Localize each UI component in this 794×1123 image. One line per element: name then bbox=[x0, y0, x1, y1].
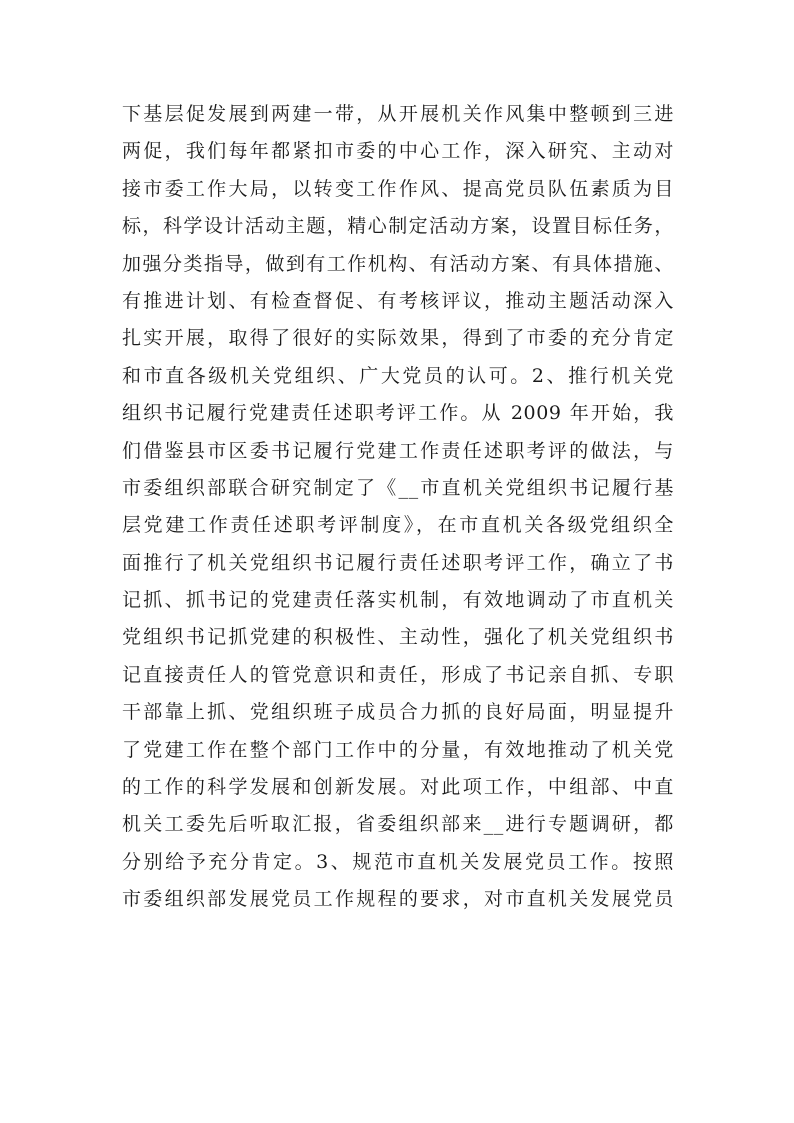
text-line-13: 面推行了机关党组织书记履行责任述职考评工作，确立了书 bbox=[122, 551, 674, 574]
text-line-1: 下基层促发展到两建一带，从开展机关作风集中整顿到三进 bbox=[122, 103, 674, 125]
body-paragraph bbox=[122, 96, 674, 919]
text-line-18: 了党建工作在整个部门工作中的分量，有效地推动了机关党 bbox=[122, 738, 674, 761]
text-line-7: 扎实开展，取得了很好的实际效果，得到了市委的充分肯定 bbox=[122, 327, 674, 350]
text-line-15: 党组织书记抓党建的积极性、主动性，强化了机关党组织书 bbox=[122, 626, 674, 649]
text-line-17: 干部靠上抓、党组织班子成员合力抓的良好局面，明显提升 bbox=[122, 701, 674, 724]
text-line-4: 标，科学设计活动主题，精心制定活动方案，设置目标任务， bbox=[122, 215, 674, 238]
text-line-6: 有推进计划、有检查督促、有考核评议，推动主题活动深入 bbox=[122, 289, 674, 312]
text-line-3: 接市委工作大局，以转变工作作风、提高党员队伍素质为目 bbox=[122, 177, 674, 200]
text-line-5: 加强分类指导，做到有工作机构、有活动方案、有具体措施、 bbox=[122, 252, 674, 275]
text-line-9: 组织书记履行党建责任述职考评工作。从 2009 年开始，我 bbox=[122, 402, 674, 425]
text-line-2: 两促，我们每年都紧扣市委的中心工作，深入研究、主动对 bbox=[122, 140, 674, 163]
text-line-22: 市委组织部发展党员工作规程的要求，对市直机关发展党员 bbox=[122, 888, 674, 911]
text-line-14: 记抓、抓书记的党建责任落实机制，有效地调动了市直机关 bbox=[122, 589, 674, 612]
text-line-20: 机关工委先后听取汇报，省委组织部来__进行专题调研，都 bbox=[122, 813, 674, 836]
text-line-10: 们借鉴县市区委书记履行党建工作责任述职考评的做法，与 bbox=[122, 439, 674, 462]
text-line-16: 记直接责任人的管党意识和责任，形成了书记亲自抓、专职 bbox=[122, 663, 674, 686]
text-line-21: 分别给予充分肯定。3、规范市直机关发展党员工作。按照 bbox=[122, 850, 674, 873]
text-line-19: 的工作的科学发展和创新发展。对此项工作，中组部、中直 bbox=[122, 776, 674, 799]
text-line-12: 层党建工作责任述职考评制度》，在市直机关各级党组织全 bbox=[122, 514, 674, 537]
text-line-8: 和市直各级机关党组织、广大党员的认可。2、推行机关党 bbox=[122, 364, 674, 387]
text-line-11: 市委组织部联合研究制定了《__市直机关党组织书记履行基 bbox=[122, 476, 674, 499]
